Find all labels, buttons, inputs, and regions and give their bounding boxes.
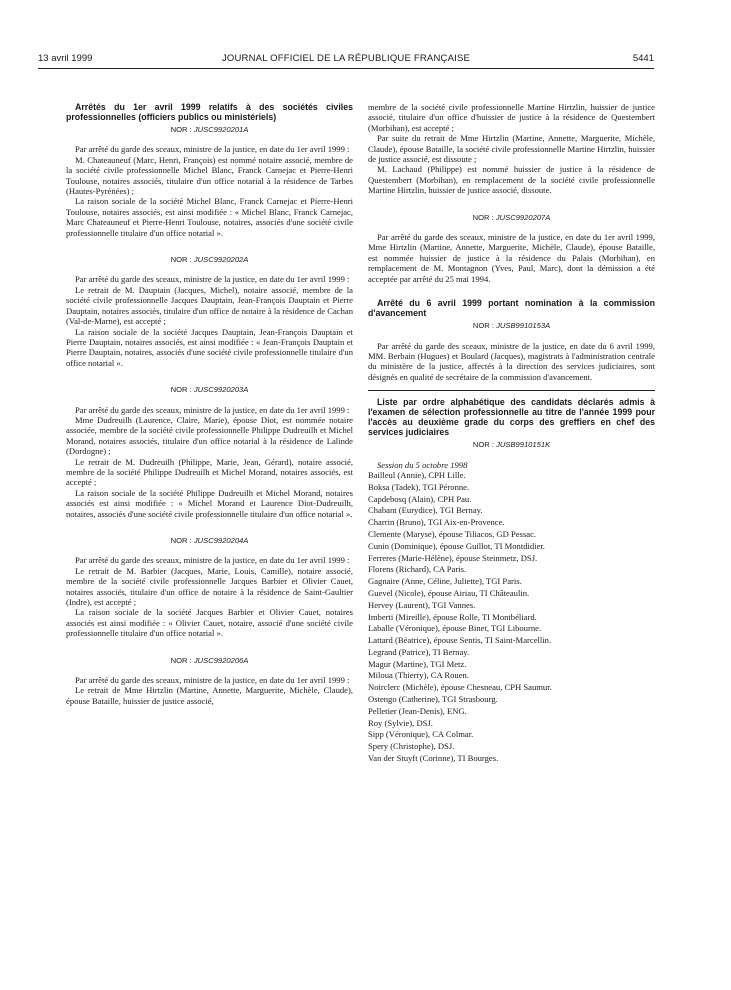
paragraph: Le retrait de M. Dudreuilh (Philippe, Marie, Jean, Gérard), notaire associé, membre de la société Philippe Dudreuilh et Michel Morand, notaires associés, est accepté ;: [66, 456, 353, 488]
nor-label: NOR :: [170, 385, 192, 395]
paragraph: Par arrêté du garde des sceaux, ministre de la justice, en date du 1er avril 1999 :: [75, 404, 350, 415]
journal-title: JOURNAL OFFICIEL DE LA RÉPUBLIQUE FRANÇAISE: [221, 53, 471, 64]
nor-label: NOR :: [472, 321, 494, 331]
list-item: Spery (Christophe), DSJ.: [368, 741, 455, 752]
paragraph: Par arrêté du garde des sceaux, ministre de la justice, en date du 1er avril 1999 :: [75, 274, 350, 285]
paragraph: Par arrêté du garde des sceaux, ministre de la justice, en date du 1er avril 1999 :: [75, 675, 350, 686]
list-item: Florens (Richard), CA Paris.: [368, 564, 467, 575]
paragraph: M. Lachaud (Philippe) est nommé huissier de justice à la résidence de Questembert (Morbihan), en remplacement de la société civile professionnelle Martine Hirtzlin, huissier de justice associé, dissoute.: [368, 164, 655, 196]
list-item: Capdebosq (Alain), CPH Pau.: [368, 493, 472, 504]
nor-code: JUSB9910151K: [496, 440, 551, 450]
paragraph: La raison sociale de la société Jacques Dauptain, Jean-François Dauptain et Pierre Dauptain, notaires associés, est ainsi modifiée : « Jean-François Dauptain et Pierre Dauptain, notaires, associés d'une société civile professionnelle titulaire d'un office notarial ».: [66, 326, 353, 368]
list-item: Sipp (Véronique), CA Colmar.: [368, 729, 474, 740]
paragraph: Le retrait de M. Dauptain (Jacques, Michel), notaire associé, membre de la société civile professionnelle Jacques Dauptain, Jean-François Dauptain et Pierre Dauptain, notaires associés, titulaire d'un office de notaire à la résidence de Cachan (Val-de-Marne), est accepté ;: [66, 284, 353, 327]
paragraph: Le retrait de Mme Hirtzlin (Martine, Annette, Marguerite, Michèle, Claude), épouse Bataille, huissier de justice associé,: [66, 685, 353, 706]
right-column: [368, 102, 655, 765]
nor-code: JUSC9920201A: [193, 125, 249, 134]
list-item: Lattard (Béatrice), épouse Sentis, TI Saint-Marcellin.: [368, 635, 552, 646]
left-column: [66, 102, 353, 706]
nor-code: JUSC9920206A: [193, 655, 249, 665]
list-item: Pelletier (Jean-Denis), ENG.: [368, 705, 467, 716]
paragraph: La raison sociale de la société Jacques Barbier et Olivier Cauet, notaires associés est ainsi modifiée : « Olivier Cauet, notaire, associé d'une société civile professionnelle titulaire d'un office notarial ».: [66, 607, 353, 639]
list-item: Hervey (Laurent), TGI Vannes.: [368, 599, 476, 610]
list-item: Roy (Sylvie), DSJ.: [368, 717, 433, 728]
nor-reference: [66, 385, 353, 395]
page-header: [38, 53, 654, 67]
nor-reference: [66, 125, 353, 135]
issue-date: 13 avril 1999: [38, 53, 93, 64]
nor-label: NOR :: [170, 255, 192, 265]
page-number: 5441: [632, 53, 654, 64]
nor-label: NOR :: [472, 440, 494, 450]
session-date: Session du 5 octobre 1998: [377, 459, 468, 470]
list-item: Van der Stuyft (Corinne), TI Bourges.: [368, 753, 499, 764]
paragraph: Par suite du retrait de Mme Hirtzlin (Martine, Annette, Marguerite, Michèle, Claude), épouse Bataille, la société civile professionnelle Martine Hirtzlin, huissier de justice associé, est dissoute ;: [368, 133, 655, 165]
header-rule: [38, 68, 654, 69]
paragraph: Par arrêté du garde des sceaux, ministre de la justice, en date du 1er avril 1999, Mme Hirtzlin (Martine, Annette, Marguerite, Michèle, Claude), épouse Bataille, est nommée huissier de justice à la résidence du Palais (Morbihan), en remplacement de M. Montagnon (Yves, Paul, Marc), dont la démission a été acceptée par arrêté du 25 mai 1994.: [368, 232, 655, 284]
list-item: Chabant (Eurydice), TGI Bernay.: [368, 505, 483, 516]
paragraph: membre de la société civile professionnelle Martine Hirtzlin, huissier de justice associé, titulaire d'un office d'huissier de justice à la résidence de Questembert (Morbihan), est accepté ;: [368, 102, 655, 133]
nor-code: JUSB9910153A: [496, 321, 551, 331]
nor-reference: [368, 213, 655, 223]
paragraph: La raison sociale de la société Michel Blanc, Franck Carnejac et Pierre-Henri Toulouse, notaires associés, est ainsi modifiée : « Michel Blanc, Franck Carnejac, Marc Chateauneuf et Pierre-Henri Toulouse, notaires, associés d'une société civile professionnelle titulaire d'un office notarial ».: [66, 196, 353, 238]
paragraph: Par arrêté du garde des sceaux, ministre de la justice, en date du 6 avril 1999, MM. Berbain (Hugues) et Boulard (Jacques), magistrats à l'administration centrale du ministère de la justice, affectés à la direction des services judiciaires, sont désignés en qualité de secrétaire de la commission d'avancement.: [368, 340, 655, 382]
list-item: Noirclerc (Michèle), épouse Chesneau, CPH Saumur.: [368, 682, 552, 693]
list-item: Ostengo (Catherine), TGI Strasbourg.: [368, 694, 498, 705]
candidates-list: [368, 470, 655, 765]
list-item: Guevel (Nicole), épouse Airiau, TI Châteaulin.: [368, 587, 530, 598]
nor-label: NOR :: [170, 655, 192, 665]
nor-label: NOR :: [170, 536, 192, 545]
list-item: Ferreres (Marie-Hélène), épouse Steinmetz, DSJ.: [368, 552, 538, 563]
list-item: Bailleul (Annie), CPH Lille.: [368, 469, 466, 480]
nor-reference: [368, 321, 655, 331]
list-item: Laballe (Véronique), épouse Binet, TGI Libourne.: [368, 623, 542, 634]
nor-reference: [66, 536, 353, 546]
list-item: Charrin (Bruno), TGI Aix-en-Provence.: [368, 517, 505, 528]
nor-label: NOR :: [472, 212, 494, 222]
paragraph: Par arrêté du garde des sceaux, ministre de la justice, en date du 1er avril 1999 :: [75, 144, 350, 155]
paragraph: Mme Dudreuilh (Laurence, Claire, Marie), épouse Diot, est nommée notaire associée, membre de la société civile professionnelle Philippe Dudreuilh et Michel Morand, notaires associés, titulaire d'un office notarial à la résidence de Lalinde (Dordogne) ;: [66, 414, 353, 457]
nor-code: JUSC9920202A: [193, 255, 249, 265]
nor-reference: [66, 255, 353, 265]
nor-code: JUSC9920207A: [495, 212, 551, 222]
paragraph: Le retrait de M. Barbier (Jacques, Marie, Louis, Camille), notaire associé, membre de la société civile professionnelle Jacques Barbier et Olivier Cauet, notaires associés, titulaire d'un office de notaire à la résidence de Saint-Gaultier (Indre), est accepté ;: [66, 565, 353, 608]
list-item: Magur (Martine), TGI Metz.: [368, 658, 467, 669]
section-title-commission: Arrêté du 6 avril 1999 portant nomination à la commission d'avancement: [368, 298, 655, 319]
nor-label: NOR :: [170, 125, 192, 134]
paragraph: Par arrêté du garde des sceaux, ministre de la justice, en date du 1er avril 1999 :: [75, 555, 350, 566]
list-item: Imberti (Mireille), épouse Rolle, TI Montbéliard.: [368, 611, 537, 622]
nor-code: JUSC9920203A: [193, 385, 249, 395]
list-item: Gagnaire (Anne, Céline, Juliette), TGI Paris.: [368, 576, 522, 587]
list-item: Boksa (Tadek), TGI Péronne.: [368, 481, 470, 492]
section-title-societes: Arrêtés du 1er avril 1999 relatifs à des sociétés civiles professionnelles (officiers publics ou ministériels): [66, 102, 353, 122]
list-item: Miloua (Thierry), CA Rouen.: [368, 670, 469, 681]
nor-reference: [66, 656, 353, 666]
list-item: Cunin (Dominique), épouse Guillot, TI Montdidier.: [368, 540, 545, 551]
section-divider: [368, 390, 655, 391]
paragraph: La raison sociale de la société Philippe Dudreuilh et Michel Morand, notaires associés est ainsi modifiée : « Michel Morand et Laurence Diot-Dudreuilh, notaires, associés d'une société civile professionnelle titulaire d'un office notarial ».: [66, 487, 353, 519]
nor-reference: [368, 440, 655, 450]
list-item: Legrand (Patrice), TI Bernay.: [368, 646, 470, 657]
section-title-liste: Liste par ordre alphabétique des candidats déclarés admis à l'examen de sélection professionnelle au titre de l'année 1999 pour l'accès au deuxième grade du corps des greffiers en chef des services judiciaires: [368, 397, 655, 438]
nor-code: JUSC9920204A: [193, 536, 249, 545]
paragraph: M. Chateauneuf (Marc, Henri, François) est nommé notaire associé, membre de la société civile professionnelle Michel Blanc, Franck Carnejac et Pierre-Henri Toulouse, notaires associés, titulaire d'un office notarial à la résidence de Tarbes (Hautes-Pyrénées) ;: [66, 154, 353, 197]
list-item: Clemente (Maryse), épouse Tiliacos, GD Pessac.: [368, 528, 537, 539]
